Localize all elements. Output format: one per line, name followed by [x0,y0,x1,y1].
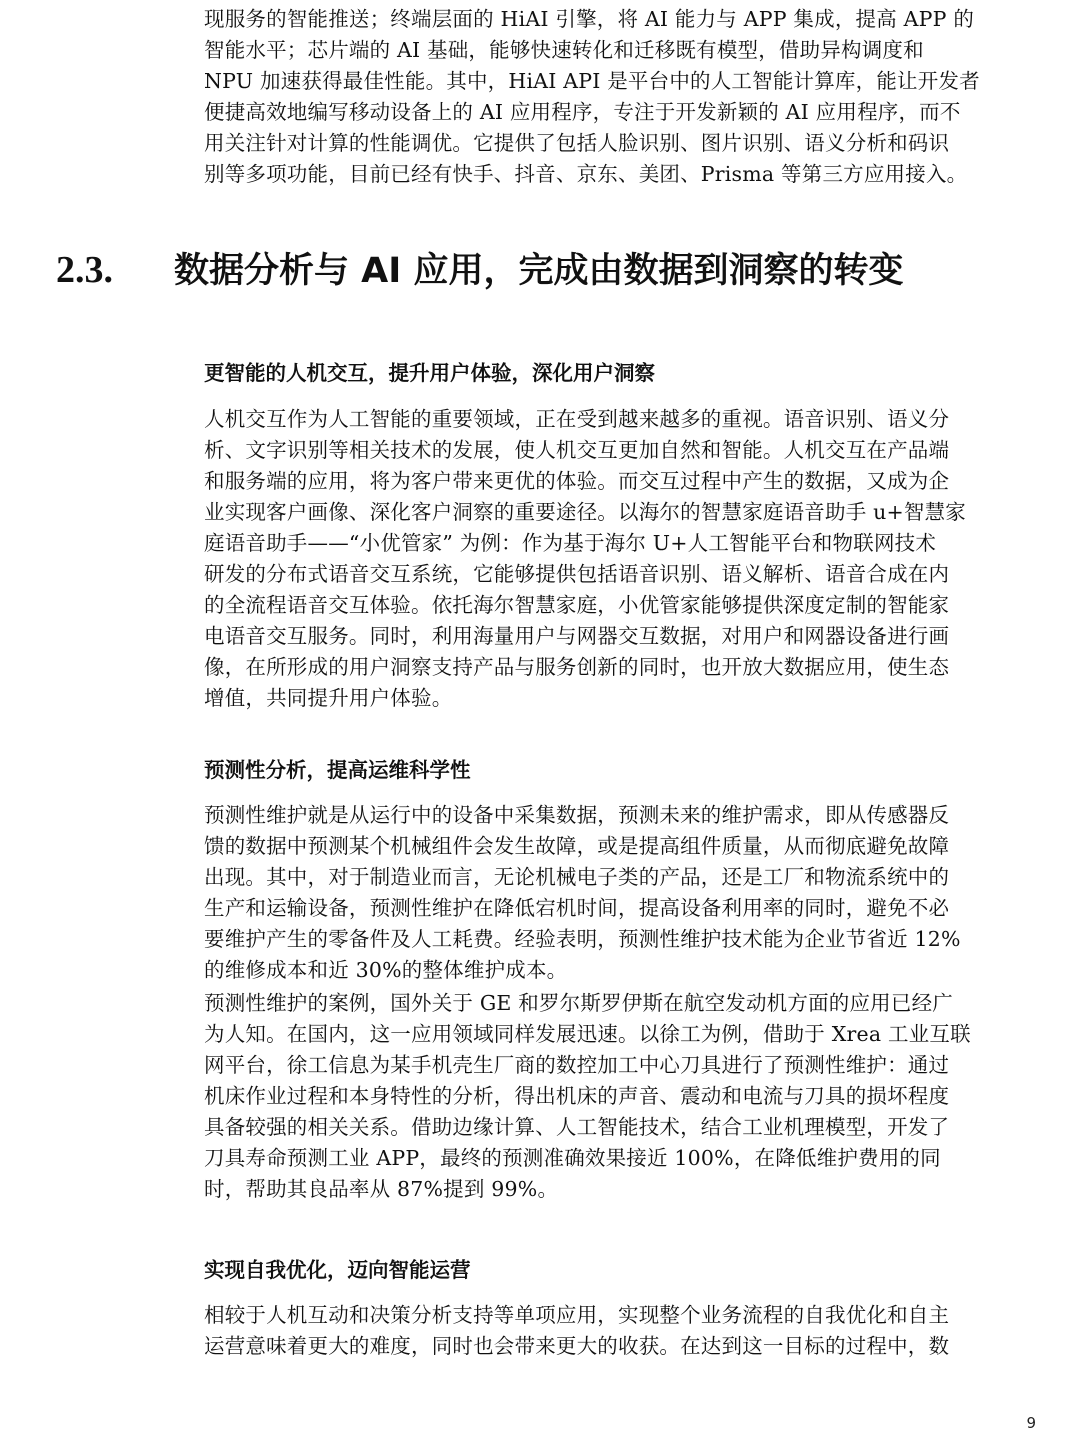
paragraph-line: 析、文字识别等相关技术的发展，使人机交互更加自然和智能。人机交互在产品端 [204,438,950,462]
paragraph-line: 像，在所形成的用户洞察支持产品与服务创新的同时，也开放大数据应用，使生态 [204,655,950,679]
page-number: 9 [1026,1414,1036,1432]
paragraph-line: 别等多项功能，目前已经有快手、抖音、京东、美团、Prisma 等第三方应用接入。 [204,162,968,186]
paragraph-line: 人机交互作为人工智能的重要领域，正在受到越来越多的重视。语音识别、语义分 [204,407,950,431]
paragraph-line: 预测性维护就是从运行中的设备中采集数据，预测未来的维护需求，即从传感器反 [204,803,950,827]
paragraph-line: 的全流程语音交互体验。依托海尔智慧家庭，小优管家能够提供深度定制的智能家 [204,593,950,617]
section-heading [56,244,903,297]
paragraph-line: 具备较强的相关关系。借助边缘计算、人工智能技术，结合工业机理模型，开发了 [204,1115,950,1139]
paragraph-line: 便捷高效地编写移动设备上的 AI 应用程序，专注于开发新颖的 AI 应用程序，而不 [204,100,961,124]
paragraph-line: 机床作业过程和本身特性的分析，得出机床的声音、震动和电流与刀具的损坏程度 [204,1084,950,1108]
paragraph-line: 研发的分布式语音交互系统，它能够提供包括语音识别、语义解析、语音合成在内 [204,562,950,586]
predictive-paragraph-1 [204,800,1030,986]
paragraph-line: 业实现客户画像、深化客户洞察的重要途径。以海尔的智慧家庭语音助手 u+智慧家 [204,500,966,524]
subsection-heading-interaction: 更智能的人机交互，提升用户体验，深化用户洞察 [204,361,655,385]
section-number: 2.3. [56,249,113,291]
paragraph-line: 时，帮助其良品率从 87%提到 99%。 [204,1177,559,1201]
intro-paragraph [204,4,1030,190]
subsection-heading-optimization: 实现自我优化，迈向智能运营 [204,1258,471,1282]
paragraph-line: 出现。其中，对于制造业而言，无论机械电子类的产品，还是工厂和物流系统中的 [204,865,950,889]
paragraph-line: 馈的数据中预测某个机械组件会发生故障，或是提高组件质量，从而彻底避免故障 [204,834,950,858]
subsection-heading-predictive: 预测性分析，提高运维科学性 [204,758,471,782]
paragraph-line: 预测性维护的案例，国外关于 GE 和罗尔斯罗伊斯在航空发动机方面的应用已经广 [204,991,953,1015]
section-title: 数据分析与 AI 应用，完成由数据到洞察的转变 [174,251,904,291]
predictive-paragraph-2 [204,988,1030,1205]
paragraph-line: 相较于人机互动和决策分析支持等单项应用，实现整个业务流程的自我优化和自主 [204,1303,950,1327]
paragraph-line: 电语音交互服务。同时，利用海量用户与网器交互数据，对用户和网器设备进行画 [204,624,950,648]
paragraph-line: 生产和运输设备，预测性维护在降低宕机时间，提高设备利用率的同时，避免不必 [204,896,950,920]
paragraph-line: 运营意味着更大的难度，同时也会带来更大的收获。在达到这一目标的过程中，数 [204,1334,950,1358]
paragraph-line: 用关注针对计算的性能调优。它提供了包括人脸识别、图片识别、语义分析和码识 [204,131,950,155]
paragraph-line: 刀具寿命预测工业 APP，最终的预测准确效果接近 100%，在降低维护费用的同 [204,1146,941,1170]
paragraph-line: 和服务端的应用，将为客户带来更优的体验。而交互过程中产生的数据，又成为企 [204,469,950,493]
paragraph-line: 智能水平；芯片端的 AI 基础，能够快速转化和迁移既有模型，借助异构调度和 [204,38,924,62]
paragraph-line: 网平台，徐工信息为某手机壳生厂商的数控加工中心刀具进行了预测性维护：通过 [204,1053,950,1077]
paragraph-line: 现服务的智能推送；终端层面的 HiAI 引擎，将 AI 能力与 APP 集成，提高 APP 的 [204,7,975,31]
paragraph-line: NPU 加速获得最佳性能。其中，HiAI API 是平台中的人工智能计算库，能让开发者 [204,69,980,93]
interaction-paragraph [204,404,1030,714]
optimization-paragraph [204,1300,1030,1362]
paragraph-line: 增值，共同提升用户体验。 [204,686,453,710]
paragraph-line: 庭语音助手——“小优管家” 为例：作为基于海尔 U+人工智能平台和物联网技术 [204,531,937,555]
paragraph-line: 的维修成本和近 30%的整体维护成本。 [204,958,568,982]
paragraph-line: 要维护产生的零备件及人工耗费。经验表明，预测性维护技术能为企业节省近 12% [204,927,961,951]
paragraph-line: 为人知。在国内，这一应用领域同样发展迅速。以徐工为例，借助于 Xrea 工业互联 [204,1022,971,1046]
